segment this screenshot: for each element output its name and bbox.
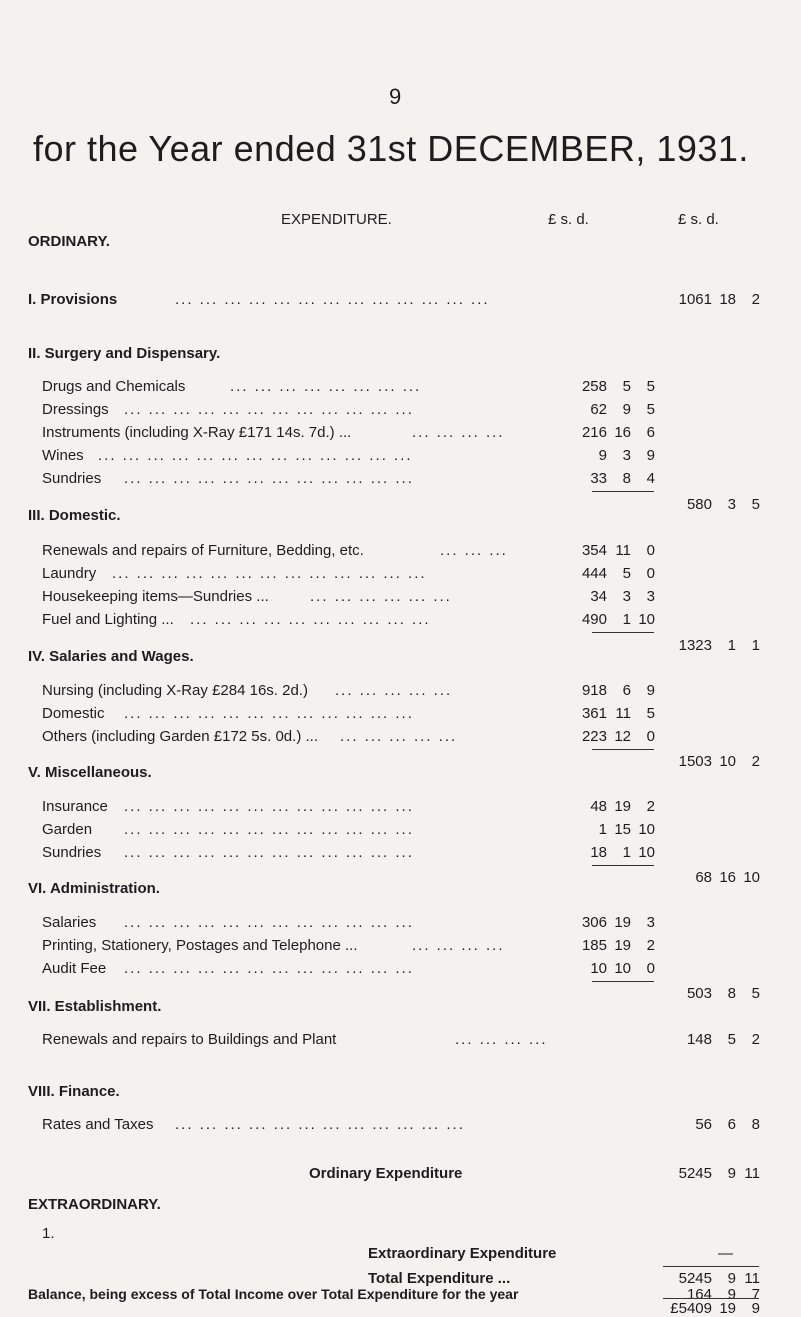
item-amount: 490 1 10 — [581, 611, 655, 628]
item-label: Domestic — [42, 705, 105, 722]
item-label: Printing, Stationery, Postages and Telephone ... — [42, 937, 358, 954]
admin-total: 503 8 5 — [686, 985, 760, 1002]
total-rule — [663, 1266, 759, 1267]
item-amount: 258 5 5 — [581, 378, 655, 395]
item-label: Housekeeping items—Sundries ... — [42, 588, 269, 605]
item-label: Fuel and Lighting ... — [42, 611, 174, 628]
extraordinary-item-number: 1. — [42, 1225, 55, 1242]
column-header-1: £ s. d. — [548, 211, 589, 228]
item-amount: 33 8 4 — [590, 470, 655, 487]
item-amount: 62 9 5 — [590, 401, 655, 418]
item-amount: 1 15 10 — [598, 821, 655, 838]
item-amount: 354 11 0 — [581, 542, 655, 559]
page-number: 9 — [389, 84, 402, 109]
item-label: Wines — [42, 447, 84, 464]
leader-dots: ... ... ... ... ... ... ... ... ... ... ... ... — [124, 798, 414, 815]
leader-dots: ... ... ... ... ... — [335, 682, 453, 699]
finance-label: VIII. Finance. — [28, 1083, 120, 1100]
extraordinary-heading: EXTRAORDINARY. — [28, 1196, 161, 1213]
expenditure-heading: EXPENDITURE. — [281, 211, 392, 228]
leader-dots: ... ... ... ... ... ... ... ... ... ... ... ... — [124, 705, 414, 722]
total-expenditure-label: Total Expenditure ... — [368, 1270, 511, 1287]
provisions-label: I. Provisions — [28, 291, 118, 308]
leader-dots: ... ... ... ... ... ... ... ... ... ... ... ... — [124, 470, 414, 487]
item-label: Renewals and repairs of Furniture, Bedding, etc. — [42, 542, 364, 559]
establishment-label: VII. Establishment. — [28, 998, 162, 1015]
subtotal-rule — [592, 981, 654, 982]
subtotal-rule — [592, 491, 654, 492]
grand-total-rule — [663, 1298, 759, 1299]
item-label: Salaries — [42, 914, 97, 931]
item-label: Laundry — [42, 565, 97, 582]
leader-dots: ... ... ... ... — [455, 1031, 548, 1048]
extraordinary-expenditure-label: Extraordinary Expenditure — [368, 1245, 557, 1262]
surgery-total: 580 3 5 — [686, 496, 760, 513]
finance-item: Rates and Taxes — [42, 1116, 154, 1133]
surgery-label: II. Surgery and Dispensary. — [28, 345, 221, 362]
provisions-total: 1061 18 2 — [678, 291, 760, 308]
leader-dots: ... ... ... ... ... ... ... ... ... ... ... ... — [124, 914, 414, 931]
ordinary-expenditure-label: Ordinary Expenditure — [309, 1165, 463, 1182]
item-label: Sundries — [42, 844, 102, 861]
item-amount: 185 19 2 — [581, 937, 655, 954]
leader-dots: ... ... ... ... ... ... ... ... ... ... ... ... ... — [112, 565, 427, 582]
domestic-total: 1323 1 1 — [678, 637, 760, 654]
salaries-total: 1503 10 2 — [678, 753, 760, 770]
establishment-item: Renewals and repairs to Buildings and Plant — [42, 1031, 337, 1048]
leader-dots: ... ... ... ... ... ... ... ... ... ... ... ... — [124, 401, 414, 418]
leader-dots: ... ... ... ... ... ... ... ... ... ... ... ... — [175, 1116, 465, 1133]
leader-dots: ... ... ... ... ... ... ... ... — [230, 378, 422, 395]
extraordinary-expenditure-value: — — [718, 1245, 733, 1262]
item-label: Others (including Garden £172 5s. 0d.) ... — [42, 728, 318, 745]
item-amount: 48 19 2 — [590, 798, 655, 815]
column-header-2: £ s. d. — [678, 211, 719, 228]
salaries-label: IV. Salaries and Wages. — [28, 648, 194, 665]
item-label: Insurance — [42, 798, 108, 815]
leader-dots: ... ... ... ... — [412, 937, 505, 954]
item-amount: 306 19 3 — [581, 914, 655, 931]
item-amount: 216 16 6 — [581, 424, 655, 441]
item-label: Dressings — [42, 401, 109, 418]
admin-label: VI. Administration. — [28, 880, 160, 897]
leader-dots: ... ... ... ... ... ... — [310, 588, 452, 605]
balance-total: 164 9 7 — [686, 1286, 760, 1303]
item-label: Audit Fee — [42, 960, 107, 977]
leader-dots: ... ... ... ... ... — [340, 728, 458, 745]
item-amount: 361 11 5 — [581, 705, 655, 722]
grand-total: £5409 19 9 — [670, 1300, 760, 1317]
item-label: Instruments (including X-Ray £171 14s. 7d.) ... — [42, 424, 352, 441]
ordinary-heading: ORDINARY. — [28, 233, 110, 250]
misc-total: 68 16 10 — [695, 869, 760, 886]
item-label: Drugs and Chemicals — [42, 378, 186, 395]
page-title: for the Year ended 31st DECEMBER, 1931. — [33, 128, 749, 169]
establishment-total: 148 5 2 — [686, 1031, 760, 1048]
leader-dots: ... ... ... ... ... ... ... ... ... ... ... ... — [124, 821, 414, 838]
leader-dots: ... ... ... ... ... ... ... ... ... ... ... ... ... — [175, 291, 490, 308]
item-amount: 444 5 0 — [581, 565, 655, 582]
finance-total: 56 6 8 — [695, 1116, 760, 1133]
total-expenditure-total: 5245 9 11 — [678, 1270, 760, 1287]
leader-dots: ... ... ... ... ... ... ... ... ... ... ... ... — [124, 960, 414, 977]
ordinary-expenditure-total: 5245 9 11 — [678, 1165, 760, 1182]
item-label: Nursing (including X-Ray £284 16s. 2d.) — [42, 682, 308, 699]
leader-dots: ... ... ... ... ... ... ... ... ... ... — [190, 611, 431, 628]
leader-dots: ... ... ... — [440, 542, 508, 559]
item-amount: 10 10 0 — [590, 960, 655, 977]
item-amount: 34 3 3 — [590, 588, 655, 605]
item-amount: 223 12 0 — [581, 728, 655, 745]
domestic-label: III. Domestic. — [28, 507, 121, 524]
item-label: Garden — [42, 821, 93, 838]
item-amount: 918 6 9 — [581, 682, 655, 699]
item-label: Sundries — [42, 470, 102, 487]
leader-dots: ... ... ... ... — [412, 424, 505, 441]
balance-label: Balance, being excess of Total Income over Total Expenditure for the year — [28, 1286, 519, 1302]
subtotal-rule — [592, 865, 654, 866]
subtotal-rule — [592, 632, 654, 633]
item-amount: 18 1 10 — [590, 844, 655, 861]
item-amount: 9 3 9 — [598, 447, 655, 464]
misc-label: V. Miscellaneous. — [28, 764, 152, 781]
leader-dots: ... ... ... ... ... ... ... ... ... ... ... ... — [124, 844, 414, 861]
leader-dots: ... ... ... ... ... ... ... ... ... ... ... ... ... — [98, 447, 413, 464]
subtotal-rule — [592, 749, 654, 750]
